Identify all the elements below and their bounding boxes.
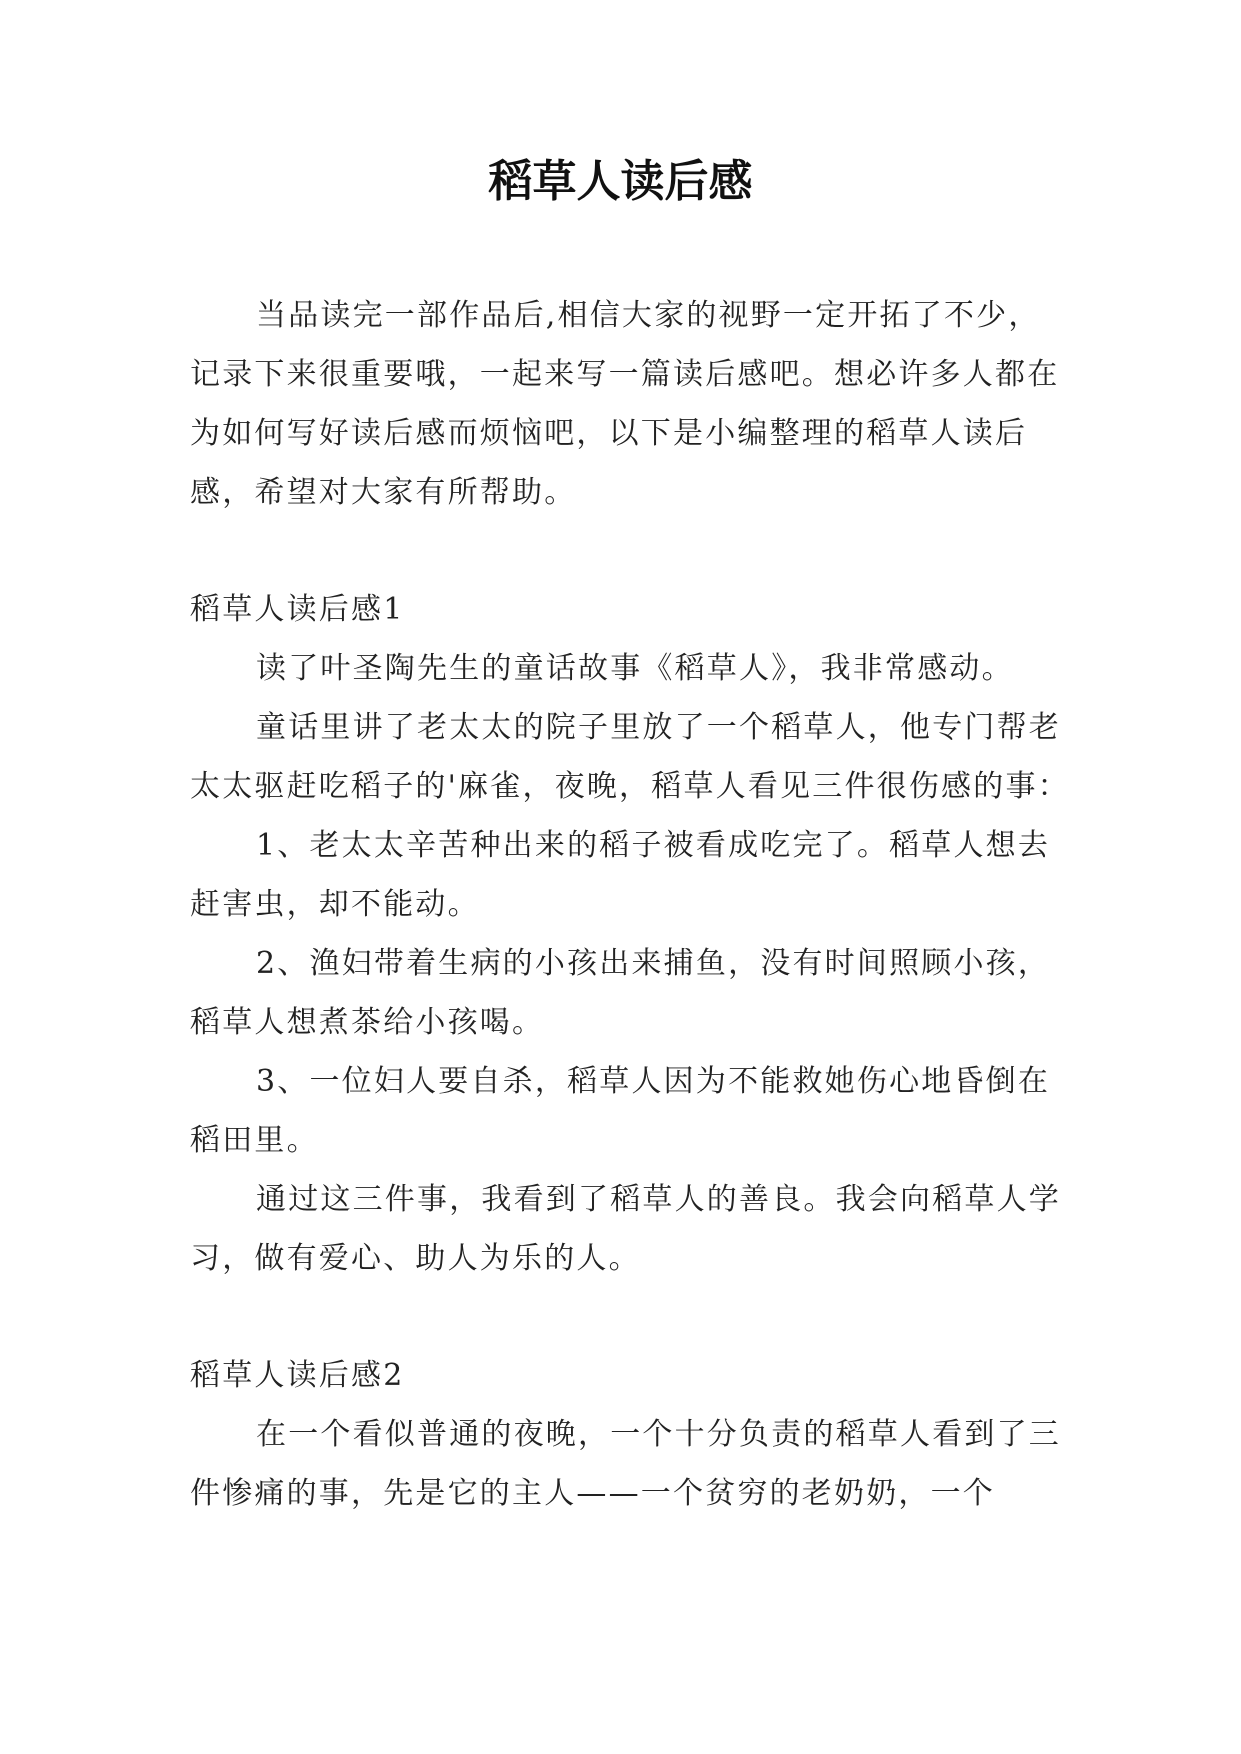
section-1-paragraph-5: 3、一位妇人要自杀，稻草人因为不能救她伤心地昏倒在稻田里。 — [190, 1064, 1051, 1158]
section-1-paragraph-4: 2、渔妇带着生病的小孩出来捕鱼，没有时间照顾小孩，稻草人想煮茶给小孩喝。 — [190, 946, 1051, 1040]
document-title: 稻草人读后感 — [488, 156, 753, 207]
section-1-paragraph-1: 读了叶圣陶先生的童话故事《稻草人》，我非常感动。 — [256, 651, 1014, 686]
section-1-paragraph-2: 童话里讲了老太太的院子里放了一个稻草人，他专门帮老太太驱赶吃稻子的'麻雀，夜晚，稻草人看见三件很伤感的事： — [190, 710, 1070, 804]
section-1-heading: 稻草人读后感1 — [190, 592, 405, 627]
intro-paragraph: 当品读完一部作品后,相信大家的视野一定开拓了不少，记录下来很重要哦，一起来写一篇读后感吧。想必许多人都在为如何写好读后感而烦恼吧，以下是小编整理的稻草人读后感，希望对大家有所帮助。 — [190, 298, 1060, 510]
section-2-heading: 稻草人读后感2 — [190, 1358, 405, 1393]
section-1-paragraph-3: 1、老太太辛苦种出来的稻子被看成吃完了。稻草人想去赶害虫，却不能动。 — [190, 828, 1051, 922]
section-1-paragraph-6: 通过这三件事，我看到了稻草人的善良。我会向稻草人学习，做有爱心、助人为乐的人。 — [190, 1182, 1061, 1276]
section-2-paragraph-1: 在一个看似普通的夜晚，一个十分负责的稻草人看到了三件惨痛的事，先是它的主人——一个贫穷的老奶奶，一个 — [190, 1417, 1061, 1511]
document-body — [190, 286, 1070, 1523]
